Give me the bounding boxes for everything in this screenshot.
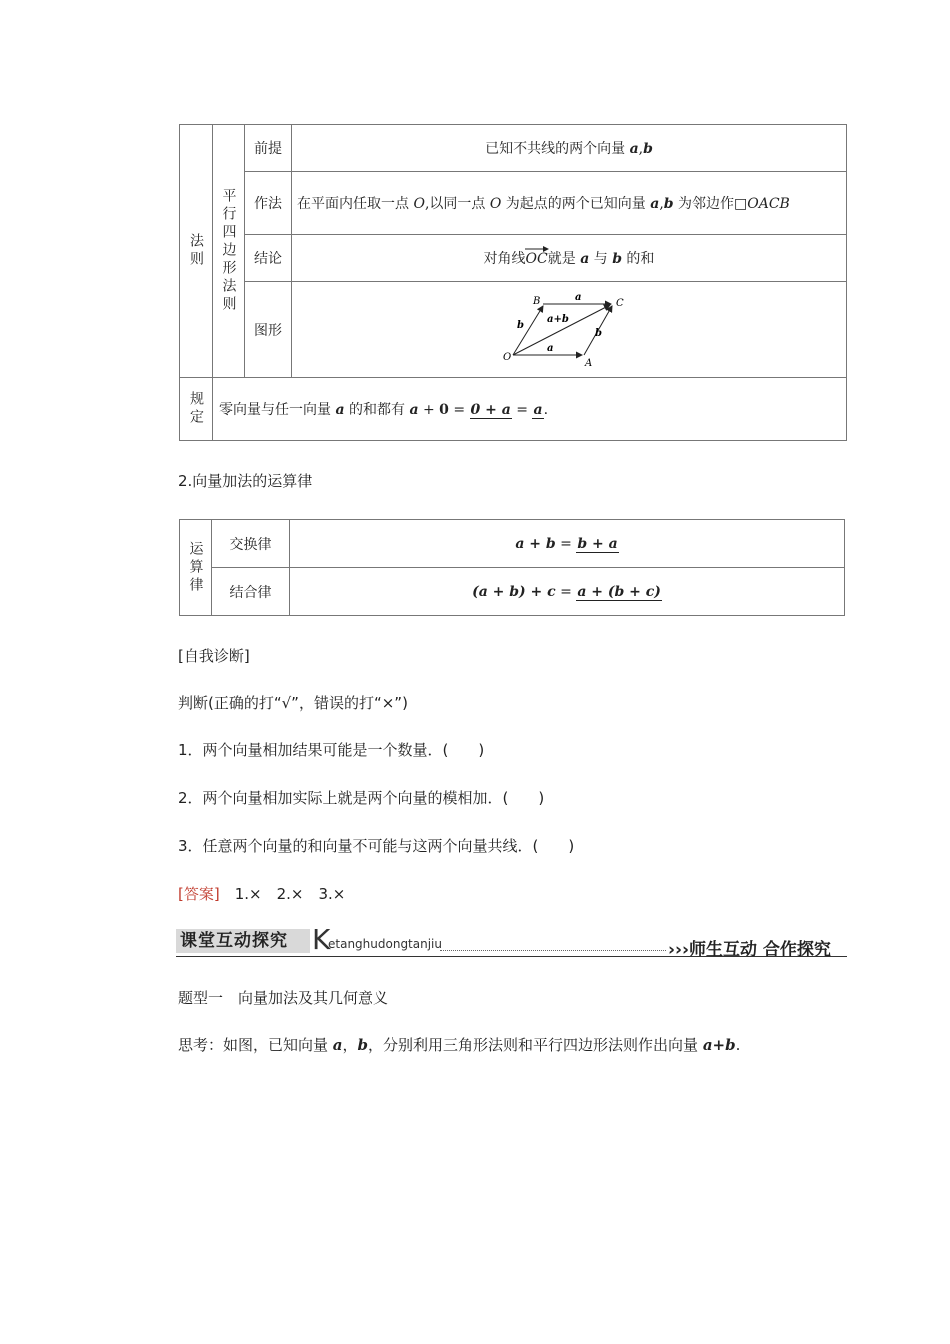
figure-cell [292, 282, 847, 378]
blank-answer-2: a [533, 402, 543, 418]
associative-content: (a + b) + c = a + (b + c) [290, 568, 845, 616]
answer-text: 1.× 2.× 3.× [234, 885, 346, 903]
law-label: 运算律 [187, 540, 204, 595]
label-right-b: b [595, 327, 602, 339]
rule-label-cell [180, 125, 213, 378]
banner-rule [176, 956, 847, 957]
stipulation-label: 规定 [188, 391, 204, 427]
rule-label: 法则 [188, 233, 204, 269]
label-O: O [503, 351, 512, 363]
blank-commutative: b + a [577, 535, 618, 552]
label-C: C [616, 297, 624, 309]
banner-pinyin: etanghudongtanjiu [328, 937, 442, 951]
banner-k-letter: K [312, 923, 331, 956]
label-bottom-a: a [547, 342, 554, 354]
label-B: B [533, 295, 541, 307]
premise-content: 已知不共线的两个向量 a,b [292, 125, 847, 172]
answer-label: [答案] [178, 885, 220, 903]
label-A: A [585, 357, 593, 368]
blank-answer-1: 0 + a [470, 402, 511, 418]
judge-instructions: 判断(正确的打“√”，错误的打“×”) [178, 694, 408, 712]
answer-line [178, 883, 345, 904]
blank-associative: a + (b + c) [577, 583, 661, 600]
stipulation-label-cell [180, 378, 213, 441]
operation-law-table [179, 519, 845, 616]
banner-title: 课堂互动探究 [176, 929, 310, 953]
vector-arrow-icon [524, 245, 550, 253]
conclusion-content: 对角线 OC就是 a 与 b 的和 [292, 235, 847, 282]
question-3: 3．任意两个向量的和向量不可能与这两个向量共线．( ) [178, 837, 575, 855]
law-label-cell [180, 520, 212, 616]
parallelogram-label-cell [213, 125, 245, 378]
think-question: 思考：如图，已知向量 a，b，分别利用三角形法则和平行四边形法则作出向量 a+b. [178, 1036, 741, 1054]
type-1-heading: 题型一 向量加法及其几何意义 [178, 989, 389, 1007]
method-key: 作法 [245, 172, 292, 235]
figure-key: 图形 [245, 282, 292, 378]
banner-right-text: ›››师生互动 合作探究 [668, 940, 831, 960]
addition-rule-table [179, 124, 847, 441]
label-top-a: a [575, 291, 582, 303]
stipulation-content: 零向量与任一向量 a 的和都有 a + 0 = 0 + a = a. [213, 378, 847, 441]
method-content: 在平面内任取一点 O,以同一点 O 为起点的两个已知向量 a,b 为邻边作□OACB [292, 172, 847, 235]
question-2: 2．两个向量相加实际上就是两个向量的模相加．( ) [178, 789, 545, 807]
label-diagonal: a+b [547, 313, 569, 325]
question-1: 1．两个向量相加结果可能是一个数量．( ) [178, 741, 485, 759]
premise-key: 前提 [245, 125, 292, 172]
self-check-heading: [自我诊断] [178, 647, 250, 665]
parallelogram-figure [499, 292, 639, 368]
vector-oc: OC [526, 251, 548, 267]
associative-key: 结合律 [212, 568, 290, 616]
commutative-key: 交换律 [212, 520, 290, 568]
label-left-b: b [517, 319, 524, 331]
parallelogram-rule-label: 平行四边形法则 [220, 188, 237, 314]
banner-dotted-line [440, 950, 666, 951]
conclusion-key: 结论 [245, 235, 292, 282]
section-2-title: 2.向量加法的运算律 [178, 472, 313, 490]
commutative-content: a + b = b + a [290, 520, 845, 568]
